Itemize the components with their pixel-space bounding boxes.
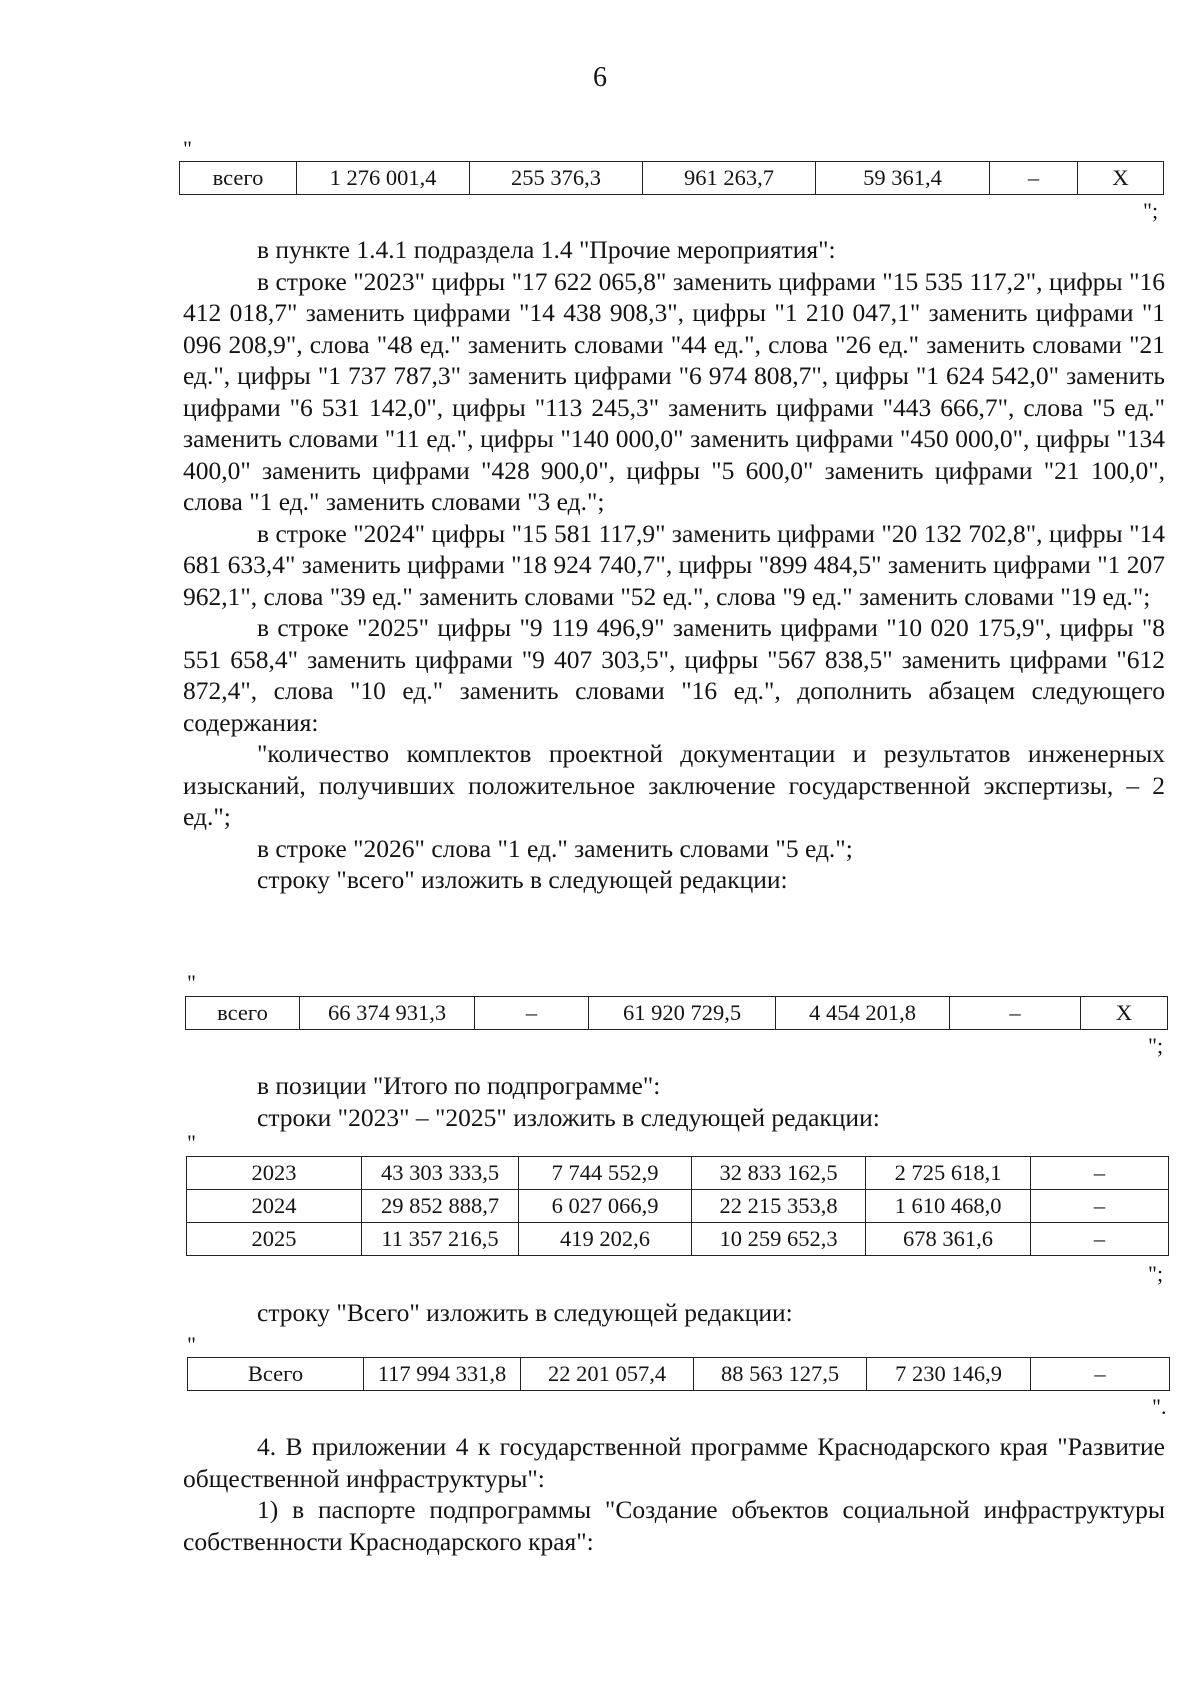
- table-cell: 43 303 333,5: [362, 1157, 519, 1190]
- amendment-text-4: [183, 1431, 1165, 1557]
- total-row-table-1: [179, 161, 1164, 195]
- opening-quote: ": [187, 1130, 196, 1155]
- table-cell: –: [950, 997, 1081, 1030]
- table-cell: 2024: [187, 1190, 362, 1223]
- table-cell: 32 833 162,5: [692, 1157, 866, 1190]
- table-cell: 678 361,6: [866, 1223, 1031, 1256]
- table-cell: –: [1031, 1157, 1169, 1190]
- table-cell: 6 027 066,9: [519, 1190, 692, 1223]
- total-row-table-2: [185, 996, 1168, 1030]
- paragraph: строку "Всего" изложить в следующей редакции:: [257, 1298, 793, 1327]
- paragraph: строку "всего" изложить в следующей редакции:: [257, 865, 788, 894]
- page-number: 6: [593, 62, 607, 93]
- table-cell: Х: [1078, 162, 1164, 195]
- table-cell: Х: [1081, 997, 1168, 1030]
- table-cell: 61 920 729,5: [589, 997, 776, 1030]
- table-cell: 7 744 552,9: [519, 1157, 692, 1190]
- table-row: [187, 1190, 1169, 1223]
- table-cell: 11 357 216,5: [362, 1223, 519, 1256]
- table-cell: –: [1031, 1358, 1170, 1391]
- opening-quote: ": [183, 136, 192, 161]
- opening-quote: ": [187, 970, 196, 995]
- closing-quote: ";: [1143, 198, 1159, 223]
- table-cell: –: [990, 162, 1078, 195]
- opening-quote: ": [187, 1332, 196, 1357]
- closing-quote: ".: [1152, 1394, 1167, 1419]
- table-cell: –: [1031, 1190, 1169, 1223]
- table-cell: 2 725 618,1: [866, 1157, 1031, 1190]
- table-row: [186, 997, 1168, 1030]
- table-cell: 59 361,4: [816, 162, 990, 195]
- amendment-text-2: [183, 1070, 1165, 1133]
- paragraph: 4. В приложении 4 к государственной программе Краснодарского края "Развитие общественной инфраструктуры":: [183, 1432, 1165, 1493]
- table-cell: всего: [180, 162, 297, 195]
- paragraph: "количество комплектов проектной документации и результатов инженерных изысканий, получивших положительное заключение государственной экспертизы, – 2 ед.";: [183, 739, 1165, 831]
- table-cell: 7 230 146,9: [867, 1358, 1031, 1391]
- table-cell: 1 610 468,0: [866, 1190, 1031, 1223]
- paragraph: в пункте 1.4.1 подраздела 1.4 "Прочие мероприятия":: [257, 235, 836, 264]
- paragraph: строки "2023" – "2025" изложить в следующей редакции:: [257, 1102, 880, 1132]
- table-cell: 255 376,3: [470, 162, 643, 195]
- amendment-text-3: [183, 1297, 1165, 1329]
- closing-quote: ";: [1148, 1261, 1164, 1286]
- table-cell: 2025: [187, 1223, 362, 1256]
- paragraph: в строке "2023" цифры "17 622 065,8" заменить цифрами "15 535 117,2", цифры "16 412 018,7" заменить цифрами "14 438 908,3", цифры "1 210 047,1" заменить цифрами "1 096 208,9", слова "48 ед." заменить словами "44 ед.", слова "26 ед." заменить словами "21 ед.", цифры "1 737 787,3" заменить цифрами "6 974 808,7", цифры "1 624 542,0" заменить цифрами "6 531 142,0", цифры "113 245,3" заменить цифрами "443 666,7", слова "5 ед." заменить словами "11 ед.", цифры "140 000,0" заменить цифрами "450 000,0", цифры "134 400,0" заменить цифрами "428 900,0", цифры "5 600,0" заменить цифрами "21 100,0", слова "1 ед." заменить словами "3 ед.";: [183, 266, 1165, 516]
- yearly-totals-table: [186, 1156, 1169, 1256]
- closing-quote: ";: [1148, 1033, 1164, 1058]
- table-row: [187, 1157, 1169, 1190]
- table-cell: 961 263,7: [643, 162, 816, 195]
- table-cell: Всего: [188, 1358, 364, 1391]
- table-cell: 22 201 057,4: [521, 1358, 694, 1391]
- table-cell: 4 454 201,8: [776, 997, 950, 1030]
- table-cell: 419 202,6: [519, 1223, 692, 1256]
- table-cell: 10 259 652,3: [692, 1223, 866, 1256]
- paragraph: в строке "2026" слова "1 ед." заменить словами "5 ед.";: [257, 833, 853, 863]
- table-cell: 29 852 888,7: [362, 1190, 519, 1223]
- table-row: [180, 162, 1164, 195]
- table-row: [188, 1358, 1170, 1391]
- table-cell: 2023: [187, 1157, 362, 1190]
- grand-total-table: [187, 1357, 1170, 1391]
- paragraph: в позиции "Итого по подпрограмме":: [257, 1071, 661, 1100]
- table-cell: 66 374 931,3: [300, 997, 475, 1030]
- table-cell: 88 563 127,5: [694, 1358, 867, 1391]
- amendment-text-1: [183, 234, 1165, 896]
- table-cell: –: [475, 997, 589, 1030]
- table-row: [187, 1223, 1169, 1256]
- paragraph: 1) в паспорте подпрограммы "Создание объектов социальной инфраструктуры собственности Краснодарского края":: [183, 1495, 1165, 1556]
- table-cell: 22 215 353,8: [692, 1190, 866, 1223]
- paragraph: в строке "2024" цифры "15 581 117,9" заменить цифрами "20 132 702,8", цифры "14 681 633,4" заменить цифрами "18 924 740,7", цифры "899 484,5" заменить цифрами "1 207 962,1", слова "39 ед." заменить словами "52 ед.", слова "9 ед." заменить словами "19 ед.";: [183, 518, 1165, 611]
- table-cell: 117 994 331,8: [364, 1358, 521, 1391]
- table-cell: 1 276 001,4: [297, 162, 470, 195]
- paragraph: в строке "2025" цифры "9 119 496,9" заменить цифрами "10 020 175,9", цифры "8 551 658,4" заменить цифрами "9 407 303,5", цифры "567 838,5" заменить цифрами "612 872,4", слова "10 ед." заменить словами "16 ед.", дополнить абзацем следующего содержания:: [183, 613, 1165, 737]
- table-cell: всего: [186, 997, 300, 1030]
- table-cell: –: [1031, 1223, 1169, 1256]
